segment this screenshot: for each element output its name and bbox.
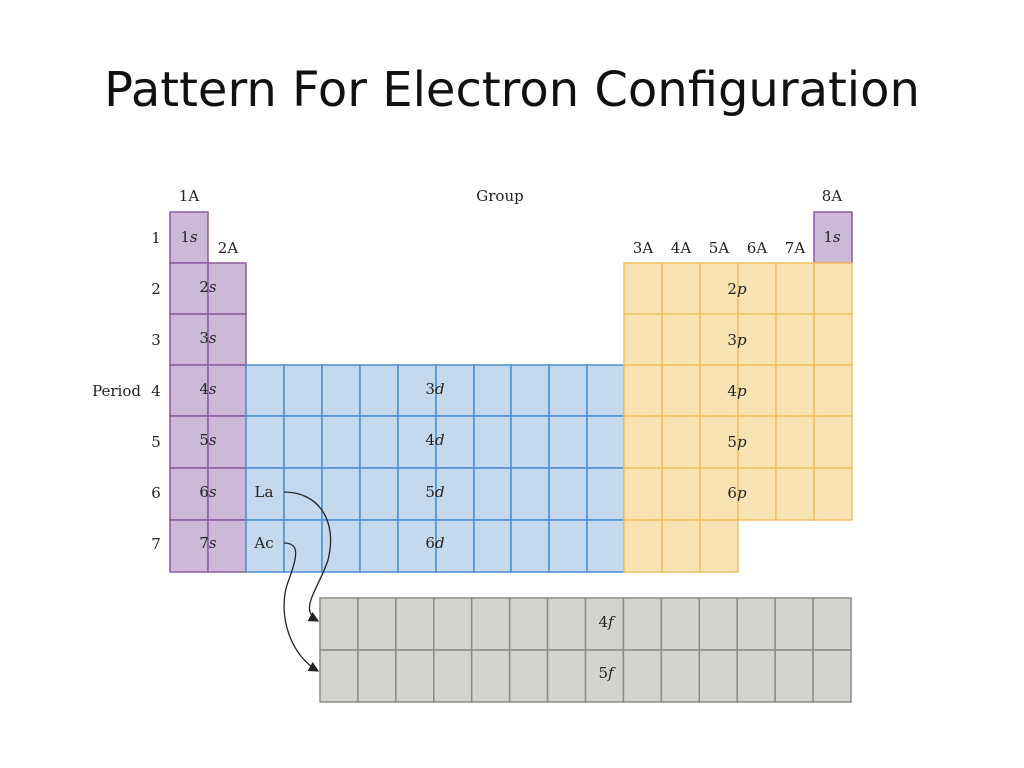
f-block-cell	[699, 650, 737, 702]
group-label-4a: 4A	[670, 239, 692, 257]
orbital-label-3s: 3s	[199, 329, 217, 347]
p-block-cell	[700, 520, 738, 572]
orbital-label-6s: 6s	[199, 483, 217, 501]
f-block-cell	[548, 598, 586, 650]
orbital-label-3d: 3d	[425, 380, 445, 398]
orbital-label-2s: 2s	[199, 278, 217, 296]
group-label-3a: 3A	[632, 239, 654, 257]
f-block-cell	[699, 598, 737, 650]
p-block-cell	[814, 416, 852, 468]
p-block-cell	[662, 416, 700, 468]
period-number-1: 1	[151, 229, 161, 247]
p-block-cell	[624, 468, 662, 520]
d-block-cell	[587, 365, 624, 416]
orbital-label-4p: 4p	[727, 382, 747, 400]
f-block-cell	[472, 650, 510, 702]
d-block-cell	[360, 416, 398, 468]
d-block-cell	[474, 416, 511, 468]
p-block-cell	[624, 263, 662, 314]
d-block-cell	[284, 416, 322, 468]
p-block-cell	[814, 468, 852, 520]
f-block-cell	[623, 650, 661, 702]
group-label-5a: 5A	[708, 239, 730, 257]
f-block-cell	[661, 650, 699, 702]
d-block-cell	[511, 365, 549, 416]
f-block-cell	[434, 650, 472, 702]
period-number-3: 3	[151, 331, 161, 349]
f-block-cell	[510, 650, 548, 702]
f-block-cell	[813, 650, 851, 702]
f-block-cell	[813, 598, 851, 650]
p-block-cell	[776, 468, 814, 520]
p-block-cell	[662, 314, 700, 365]
d-block-cell	[511, 520, 549, 572]
orbital-label-1s-he: 1s	[823, 228, 841, 246]
d-block-cell	[549, 416, 587, 468]
period-number-2: 2	[151, 280, 161, 298]
d-block-cell	[360, 468, 398, 520]
d-block-cell	[549, 520, 587, 572]
d-block-cell	[474, 468, 511, 520]
actinium-label: Ac	[254, 534, 274, 552]
p-block-cell	[776, 416, 814, 468]
f-block-cell	[320, 650, 358, 702]
p-block-cell	[776, 314, 814, 365]
period-number-6: 6	[151, 484, 161, 502]
d-block-cell	[587, 416, 624, 468]
f-block-cell	[775, 650, 813, 702]
p-block-cell	[776, 263, 814, 314]
f-block-cell	[358, 650, 396, 702]
f-block-cell	[623, 598, 661, 650]
orbital-label-6d: 6d	[425, 534, 445, 552]
group-label-6a: 6A	[746, 239, 768, 257]
orbital-label-5s: 5s	[199, 431, 217, 449]
f-block-cell	[510, 598, 548, 650]
d-block-cell	[246, 365, 284, 416]
f-block-cell	[396, 598, 434, 650]
d-block-cell	[474, 365, 511, 416]
p-block-cell	[814, 365, 852, 416]
group-label-8a: 8A	[821, 187, 843, 205]
d-block-cell	[511, 416, 549, 468]
p-block-cell	[814, 263, 852, 314]
d-block-cell	[284, 468, 322, 520]
p-block-cell	[662, 520, 700, 572]
p-block-cell	[776, 365, 814, 416]
orbital-label-2p: 2p	[727, 280, 747, 298]
d-block-cell	[587, 520, 624, 572]
f-block-cell	[358, 598, 396, 650]
orbital-label-3p: 3p	[727, 331, 747, 349]
d-block-cell	[587, 468, 624, 520]
p-block-cell	[624, 520, 662, 572]
d-block-cell	[284, 365, 322, 416]
f-block-cell	[661, 598, 699, 650]
p-block-cell	[662, 365, 700, 416]
d-block-cell	[549, 468, 587, 520]
p-block-cell	[624, 416, 662, 468]
d-block-cell	[322, 520, 360, 572]
slide-title: Pattern For Electron Configuration	[104, 62, 920, 118]
f-block-cell	[396, 650, 434, 702]
f-block	[320, 598, 851, 702]
f-block-cell	[472, 598, 510, 650]
orbital-label-5d: 5d	[425, 483, 445, 501]
period-number-4: 4	[151, 382, 161, 400]
d-block-cell	[322, 468, 360, 520]
p-block	[624, 263, 852, 572]
period-number-5: 5	[151, 433, 161, 451]
orbital-label-4d: 4d	[425, 431, 445, 449]
group-axis-label: Group	[476, 187, 524, 205]
orbital-label-4s: 4s	[199, 380, 217, 398]
period-axis-label: Period	[92, 382, 141, 400]
f-block-cell	[775, 598, 813, 650]
d-block-cell	[360, 365, 398, 416]
f-block-cell	[737, 598, 775, 650]
f-block-cell	[737, 650, 775, 702]
f-block-cell	[320, 598, 358, 650]
d-block-cell	[322, 416, 360, 468]
orbital-label-6p: 6p	[727, 484, 747, 502]
p-block-cell	[624, 314, 662, 365]
orbital-label-5p: 5p	[727, 433, 747, 451]
d-block-cell	[511, 468, 549, 520]
d-block-cell	[549, 365, 587, 416]
f-block-cell	[434, 598, 472, 650]
p-block-cell	[624, 365, 662, 416]
d-block-cell	[360, 520, 398, 572]
p-block-cell	[662, 468, 700, 520]
group-label-7a: 7A	[784, 239, 806, 257]
p-block-cell	[662, 263, 700, 314]
d-block-cell	[246, 416, 284, 468]
group-label-1a: 1A	[178, 187, 200, 205]
f-block-cell	[548, 650, 586, 702]
orbital-label-5f: 5f	[598, 664, 614, 682]
orbital-label-1s-h: 1s	[180, 228, 198, 246]
period-number-7: 7	[151, 535, 161, 553]
lanthanum-label: La	[254, 483, 274, 501]
orbital-label-7s: 7s	[199, 534, 217, 552]
d-block-cell	[322, 365, 360, 416]
group-label-2a: 2A	[217, 239, 239, 257]
p-block-cell	[814, 314, 852, 365]
d-block-cell	[474, 520, 511, 572]
d-block-cell	[284, 520, 322, 572]
orbital-label-4f: 4f	[598, 613, 614, 631]
